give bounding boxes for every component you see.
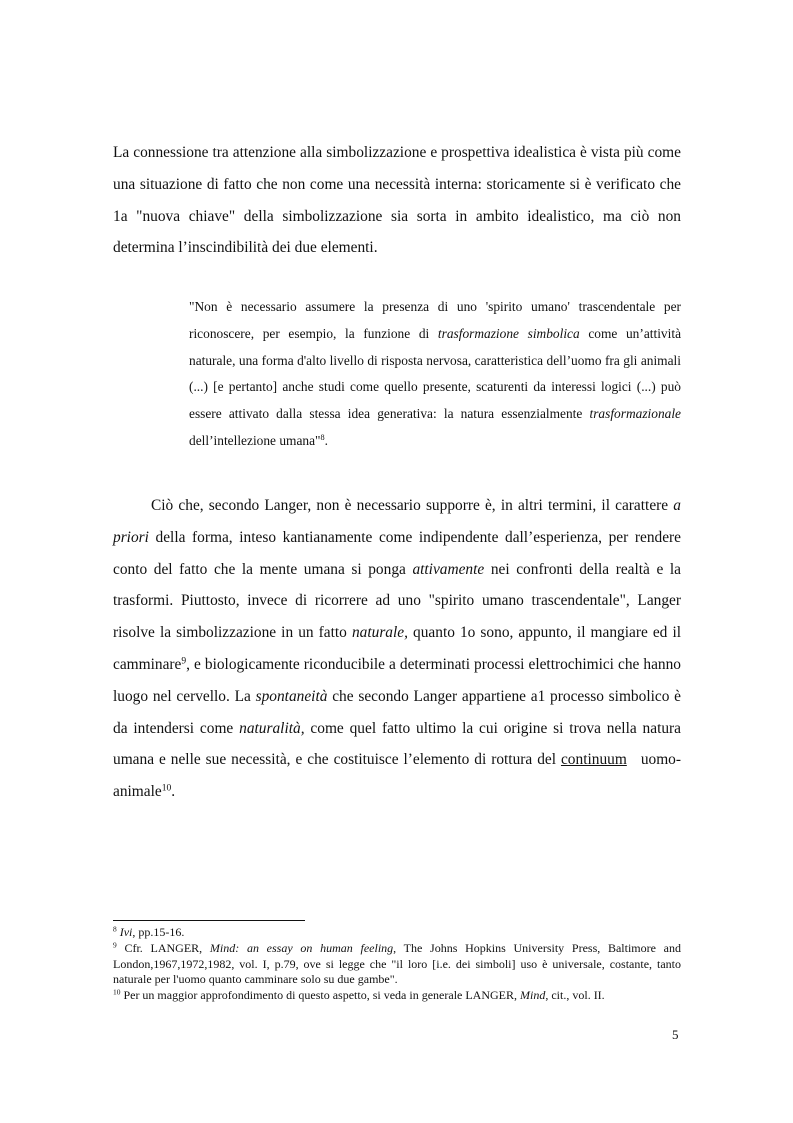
paragraph-emphasis: spontaneità — [255, 687, 328, 705]
paragraph-text: quanto 1o sono, appunto, il mangiare ed il camminare — [113, 624, 681, 673]
paragraph-text: uomo-animale — [113, 751, 681, 801]
paragraph-text: della forma, inteso kantianamente come indipendente dall’esperienza, per rendere conto del fatto che la mente umana si ponga — [113, 528, 681, 578]
footnote-number: 9 — [113, 940, 117, 950]
paragraph-text: , e biologicamente riconducibile a determinati processi elettrochimici che hanno luogo nel cervello. La — [113, 655, 681, 705]
footnote-text: Cfr. LANGER, — [124, 940, 210, 955]
underlined-term: continuum — [560, 751, 627, 769]
paragraph-text: Ciò che, secondo Langer, non è necessario supporre è, in altri termini, il carattere — [151, 497, 674, 514]
footnote-text: , The Johns Hopkins University Press, Baltimore and London,1967,1972,1982, vol. I, p.79, ove si legge che "il loro [i.e. dei simboli] uso è universale, costante, tanto naturale per l'uomo quanto camminare solo su due gambe". — [113, 940, 682, 987]
body-paragraph-2 — [113, 490, 681, 808]
paragraph-text: . — [171, 783, 176, 801]
paragraph-emphasis: attivamente — [412, 560, 485, 578]
footnote-number: 10 — [113, 987, 121, 997]
paragraph-emphasis: naturalità, — [239, 719, 305, 737]
footnote-ref[interactable]: 10 — [161, 782, 172, 794]
paragraph-emphasis: naturale, — [351, 624, 408, 642]
page-number: 5 — [672, 1027, 679, 1042]
footnote-text: , cit., vol. II. — [545, 988, 605, 1003]
footnote-ref[interactable]: 8 — [320, 433, 325, 442]
footnote — [113, 988, 681, 1004]
quote-text: dell’intellezione umana" — [189, 432, 321, 448]
quote-text: "Non è necessario assumere la presenza di uno 'spirito umano' trascendentale per riconoscere, per esempio, la funzione di — [189, 299, 681, 341]
footnote — [113, 941, 681, 988]
paragraph-text: che secondo Langer appartiene a1 processo simbolico è da intendersi come — [113, 687, 681, 737]
footnote-number: 8 — [113, 924, 117, 934]
quote-emphasis: trasformazionale — [589, 406, 681, 422]
footnote — [113, 925, 681, 941]
footnote-italic: Mind — [520, 988, 546, 1003]
block-quote — [189, 294, 681, 455]
paragraph-emphasis: a priori — [113, 497, 681, 546]
quote-text: come un’attività naturale, una forma d'alto livello di risposta nervosa, caratteristica dell’uomo fra gli animali (...) [e pertanto] anche studi come quello presente, scaturenti da interessi logici (...) può essere attivato dalla stessa idea generativa: la natura essenzialmente — [189, 325, 682, 422]
footnote-ref[interactable]: 9 — [181, 655, 187, 667]
footnote-italic: Ivi — [119, 925, 133, 939]
quote-emphasis: trasformazione simbolica — [437, 325, 580, 341]
footnote-italic: Mind: an essay on human feeling — [209, 940, 394, 955]
body-paragraph-1: La connessione tra attenzione alla simbolizzazione e prospettiva idealistica è vista più come una situazione di fatto che non come una necessità interna: storicamente si è verificato che 1a "nuova chiave" della simbolizzazione sia sorta in ambito idealistico, ma ciò non determina l’inscindibilità dei due elementi. — [113, 144, 681, 257]
paragraph-text: come quel fatto ultimo la cui origine si trova nella natura umana e nelle sue necessità, e che costituisce l’elemento di rottura del — [113, 719, 681, 769]
quote-text: . — [324, 432, 329, 448]
paragraph-text: nei confronti della realtà e la trasformi. Piuttosto, invece di ricorrere ad uno "spirito umano trascendentale", Langer risolve la simbolizzazione in un fatto — [113, 560, 681, 642]
footnote-text: , pp.15-16. — [132, 925, 185, 939]
footnote-text: Per un maggior approfondimento di questo aspetto, si veda in generale LANGER, — [123, 988, 521, 1003]
footnotes — [113, 925, 681, 1004]
footnote-divider — [113, 920, 305, 921]
